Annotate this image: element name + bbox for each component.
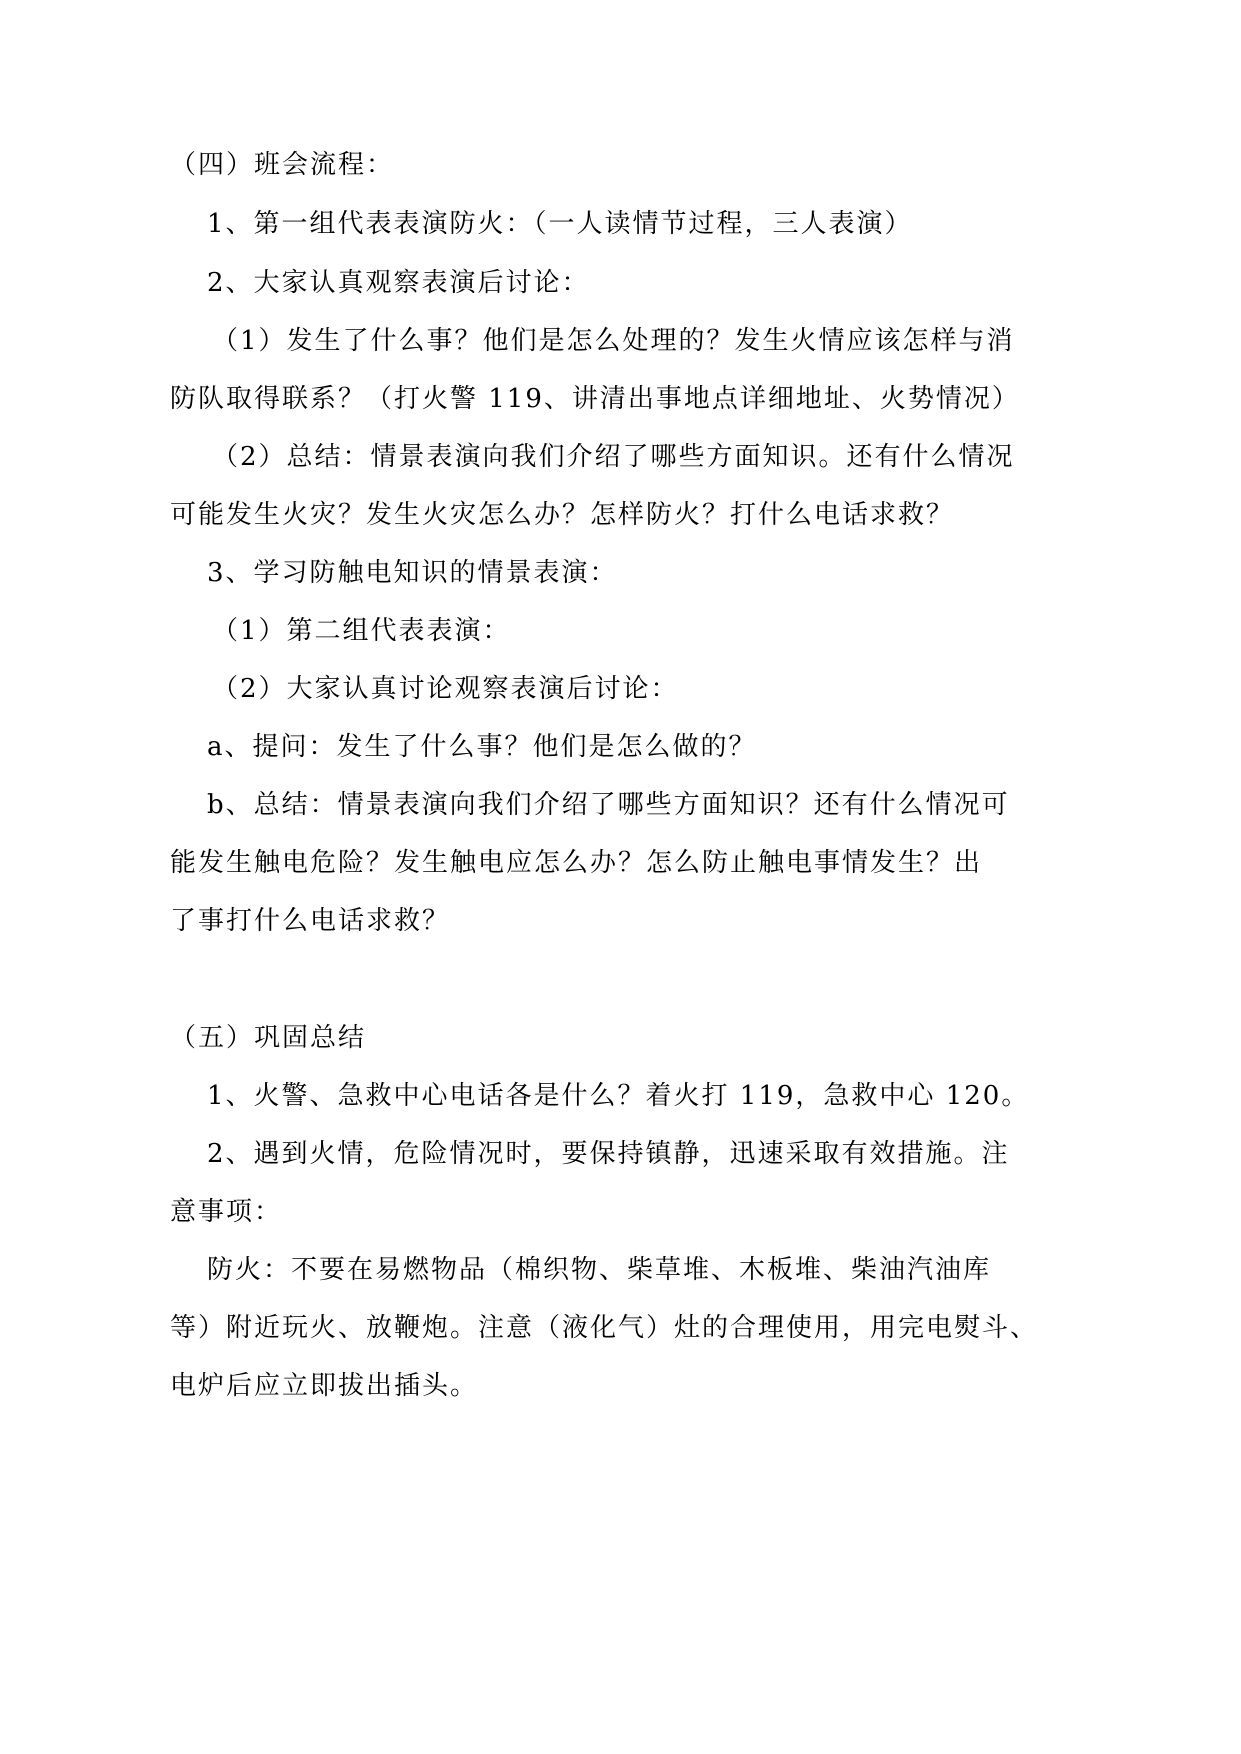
paragraph-line: 了事打什么电话求救？ bbox=[170, 906, 451, 936]
paragraph-line: 意事项： bbox=[170, 1197, 283, 1227]
paragraph-line: 等）附近玩火、放鞭炮。注意（液化气）灶的合理使用，用完电熨斗、 bbox=[170, 1313, 1039, 1343]
paragraph-line: （2）总结：情景表演向我们介绍了哪些方面知识。还有什么情况 bbox=[212, 442, 1015, 472]
paragraph-line: （1）第二组代表表演： bbox=[212, 616, 511, 646]
paragraph-line: 2、大家认真观察表演后讨论： bbox=[207, 268, 590, 298]
paragraph-line: 能发生触电危险？发生触电应怎么办？怎么防止触电事情发生？出 bbox=[170, 848, 983, 878]
paragraph-line: b、总结：情景表演向我们介绍了哪些方面知识？还有什么情况可 bbox=[207, 790, 1010, 820]
paragraph-line: （1）发生了什么事？他们是怎么处理的？发生火情应该怎样与消 bbox=[212, 326, 1015, 356]
paragraph-line: 3、学习防触电知识的情景表演： bbox=[207, 558, 618, 588]
paragraph-line: a、提问：发生了什么事？他们是怎么做的？ bbox=[207, 732, 757, 762]
section-heading-4: （四）班会流程： bbox=[170, 150, 395, 180]
paragraph-line: 1、火警、急救中心电话各是什么？着火打 119，急救中心 120。 bbox=[207, 1081, 1030, 1111]
paragraph-line: 电炉后应立即拔出插头。 bbox=[170, 1371, 479, 1401]
paragraph-line: 可能发生火灾？发生火灾怎么办？怎样防火？打什么电话求救？ bbox=[170, 500, 955, 530]
paragraph-line: 2、遇到火情，危险情况时，要保持镇静，迅速采取有效措施。注 bbox=[207, 1139, 1010, 1169]
section-heading-5: （五）巩固总结 bbox=[170, 1023, 367, 1053]
paragraph-line: 防队取得联系？（打火警 119、讲清出事地点详细地址、火势情况） bbox=[170, 384, 1020, 414]
paragraph-line: 1、第一组代表表演防火：（一人读情节过程，三人表演） bbox=[207, 209, 913, 239]
paragraph-line: （2）大家认真讨论观察表演后讨论： bbox=[212, 674, 679, 704]
paragraph-line: 防火：不要在易燃物品（棉织物、柴草堆、木板堆、柴油汽油库 bbox=[207, 1255, 992, 1285]
